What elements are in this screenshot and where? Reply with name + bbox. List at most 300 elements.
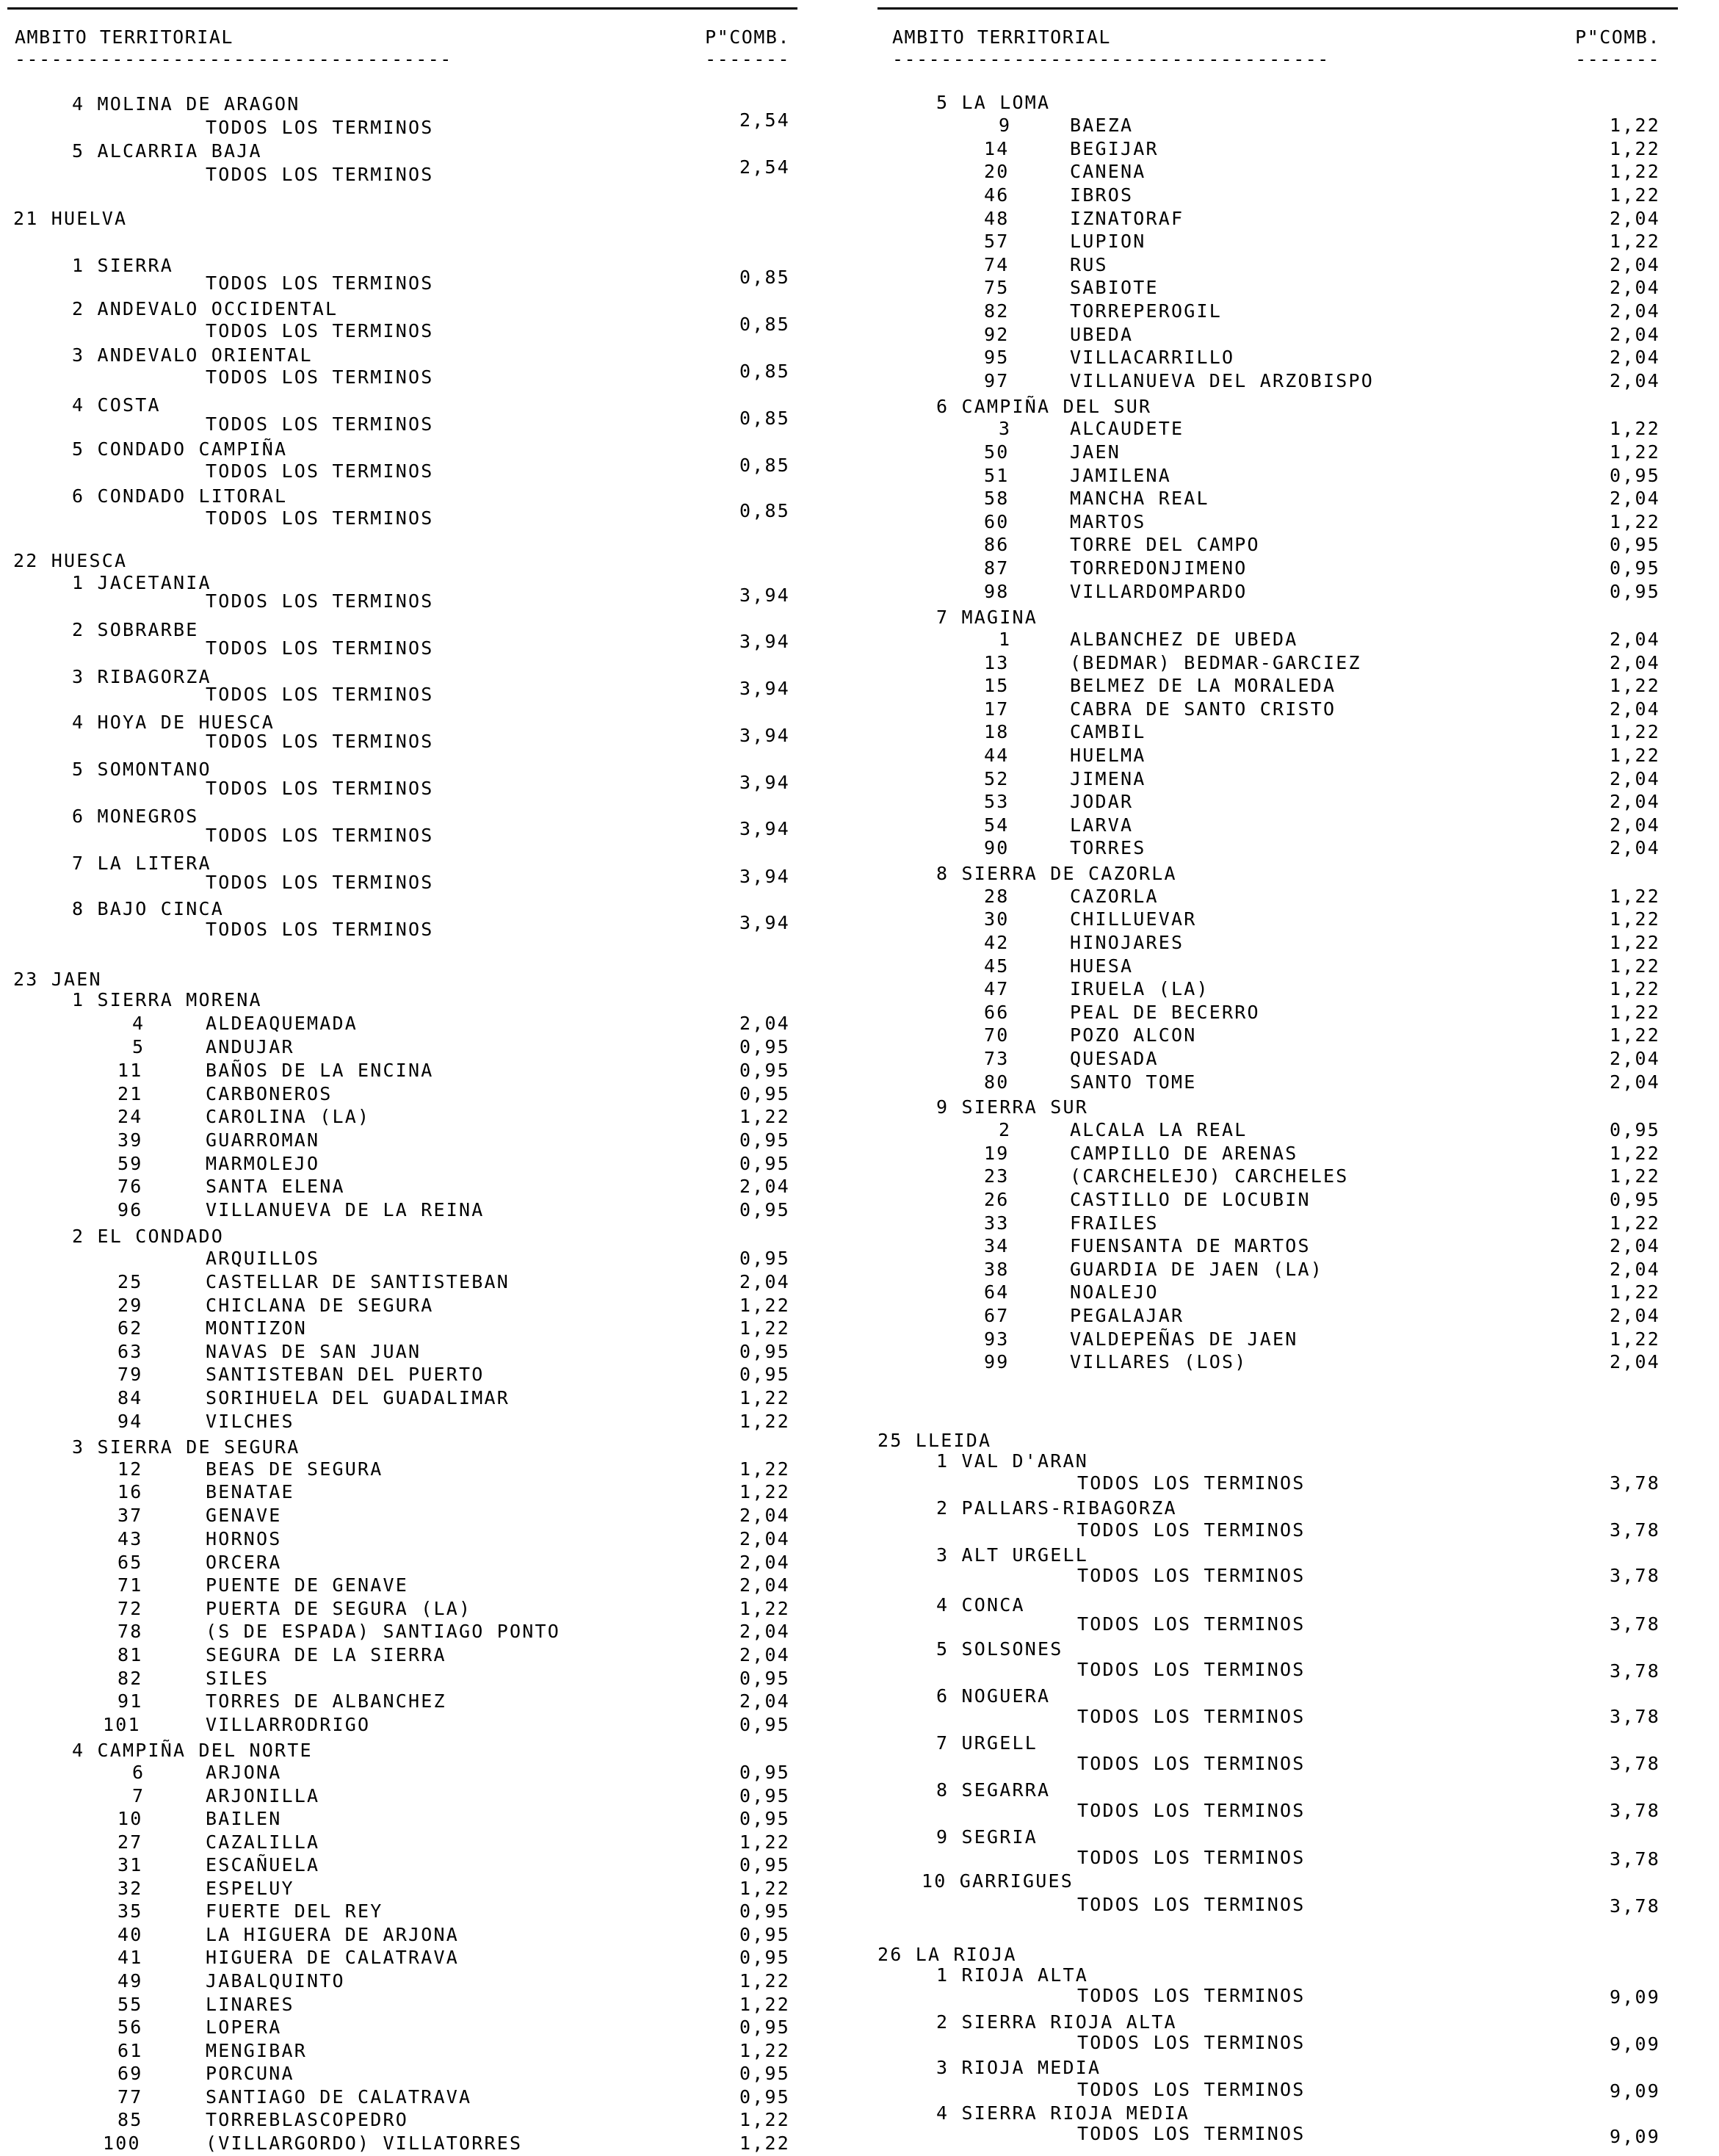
ambito-header: AMBITO TERRITORIAL bbox=[892, 26, 1111, 48]
municipality-code: 63 bbox=[117, 1341, 143, 1362]
municipality-name: SEGURA DE LA SIERRA bbox=[206, 1644, 446, 1665]
municipality-code: 39 bbox=[117, 1129, 143, 1151]
municipality-code: 5 bbox=[132, 1036, 145, 1057]
pcomb-value-row bbox=[0, 1574, 808, 1597]
territory-label: TODOS LOS TERMINOS bbox=[1077, 2032, 1306, 2053]
pcomb-value-row bbox=[877, 1350, 1678, 1374]
pcomb-value-row bbox=[877, 160, 1678, 184]
pcomb-value: 3,94 bbox=[739, 585, 790, 606]
pcomb-value: 3,78 bbox=[1609, 1660, 1660, 1682]
municipality-code: 43 bbox=[117, 1528, 143, 1549]
pcomb-value-row bbox=[877, 1304, 1678, 1328]
territory-label: 8 BAJO CINCA bbox=[72, 898, 225, 919]
pcomb-value-row bbox=[877, 1752, 1678, 1776]
municipality-code: 97 bbox=[984, 370, 1010, 391]
pcomb-value: 2,04 bbox=[739, 1552, 790, 1573]
pcomb-value-row bbox=[877, 698, 1678, 721]
municipality-code: 76 bbox=[117, 1176, 143, 1197]
municipality-name: CAMBIL bbox=[1070, 721, 1146, 742]
municipality-code: 78 bbox=[117, 1621, 143, 1642]
municipality-code: 101 bbox=[103, 1714, 141, 1735]
pcomb-value: 0,95 bbox=[739, 1129, 790, 1151]
pcomb-value: 2,04 bbox=[1609, 1235, 1660, 1256]
pcomb-value: 3,78 bbox=[1609, 1848, 1660, 1870]
pcomb-value-row bbox=[877, 744, 1678, 767]
pcomb-value-row bbox=[0, 266, 808, 289]
territory-label: TODOS LOS TERMINOS bbox=[206, 366, 434, 388]
pcomb-value-row bbox=[0, 584, 808, 607]
pcomb-value: 0,85 bbox=[739, 408, 790, 429]
pcomb-value: 0,95 bbox=[1609, 534, 1660, 555]
pcomb-value-row bbox=[0, 499, 808, 523]
territory-label: TODOS LOS TERMINOS bbox=[206, 825, 434, 846]
pcomb-value: 0,95 bbox=[739, 1036, 790, 1057]
pcomb-value: 1,22 bbox=[1609, 955, 1660, 977]
pcomb-value: 1,22 bbox=[1609, 184, 1660, 206]
municipality-code: 73 bbox=[984, 1048, 1010, 1069]
pcomb-value: 0,95 bbox=[739, 1785, 790, 1806]
pcomb-value-row bbox=[0, 2086, 808, 2109]
territory-label: 5 SOLSONES bbox=[936, 1638, 1063, 1660]
pcomb-value-row bbox=[877, 1071, 1678, 1094]
pcomb-value: 2,04 bbox=[1609, 768, 1660, 789]
table-row bbox=[877, 2056, 1678, 2080]
municipality-name: TORREBLASCOPEDRO bbox=[206, 2109, 409, 2130]
territory-label: TODOS LOS TERMINOS bbox=[1077, 1706, 1306, 1727]
municipality-name: VALDEPEÑAS DE JAEN bbox=[1070, 1328, 1298, 1350]
municipality-code: 50 bbox=[984, 441, 1010, 463]
territory-label: 6 MONEGROS bbox=[72, 806, 199, 827]
pcomb-value: 1,22 bbox=[1609, 511, 1660, 532]
pcomb-value: 2,04 bbox=[1609, 1351, 1660, 1372]
pcomb-value: 1,22 bbox=[1609, 115, 1660, 136]
pcomb-value: 2,04 bbox=[739, 1176, 790, 1197]
pcomb-value-row bbox=[0, 677, 808, 701]
municipality-name: LOPERA bbox=[206, 2016, 282, 2038]
pcomb-value-row bbox=[0, 771, 808, 795]
pcomb-value-row bbox=[0, 1853, 808, 1877]
pcomb-value-row bbox=[0, 1807, 808, 1831]
municipality-code: 96 bbox=[117, 1199, 143, 1220]
municipality-code: 31 bbox=[117, 1854, 143, 1875]
pcomb-value-row bbox=[877, 417, 1678, 441]
pcomb-underline: ------- bbox=[1575, 48, 1660, 70]
table-row bbox=[0, 1225, 808, 1248]
pcomb-value-row bbox=[877, 674, 1678, 698]
pcomb-value: 2,04 bbox=[739, 1528, 790, 1549]
territory-label: 3 ALT URGELL bbox=[936, 1544, 1089, 1566]
municipality-code: 32 bbox=[117, 1878, 143, 1899]
territory-label: 8 SEGARRA bbox=[936, 1779, 1051, 1801]
pcomb-value: 1,22 bbox=[739, 1458, 790, 1480]
pcomb-value-row bbox=[0, 1458, 808, 1481]
pcomb-value: 1,22 bbox=[739, 1295, 790, 1316]
municipality-code: 71 bbox=[117, 1574, 143, 1596]
municipality-code: 82 bbox=[984, 300, 1010, 322]
pcomb-value-row bbox=[0, 360, 808, 383]
pcomb-value-row bbox=[877, 931, 1678, 955]
pcomb-value-row bbox=[0, 2132, 808, 2155]
municipality-code: 93 bbox=[984, 1328, 1010, 1350]
municipality-code: 16 bbox=[117, 1481, 143, 1502]
municipality-name: TORRES DE ALBANCHEZ bbox=[206, 1690, 446, 1712]
municipality-name: LARVA bbox=[1070, 814, 1134, 836]
pcomb-value: 3,78 bbox=[1609, 1706, 1660, 1727]
municipality-name: MARTOS bbox=[1070, 511, 1146, 532]
pcomb-value: 1,22 bbox=[1609, 418, 1660, 439]
municipality-code: 75 bbox=[984, 277, 1010, 298]
territory-label: TODOS LOS TERMINOS bbox=[1077, 2079, 1306, 2100]
municipality-name: ALBANCHEZ DE UBEDA bbox=[1070, 629, 1298, 650]
territory-label: 2 ANDEVALO OCCIDENTAL bbox=[72, 298, 339, 319]
pcomb-value: 1,22 bbox=[1609, 675, 1660, 696]
municipality-code: 51 bbox=[984, 465, 1010, 486]
territory-label: 3 RIOJA MEDIA bbox=[936, 2057, 1101, 2078]
municipality-code: 47 bbox=[984, 978, 1010, 999]
ambito-underline: ------------------------------------ bbox=[15, 48, 452, 70]
municipality-code: 29 bbox=[117, 1295, 143, 1316]
municipality-code: 53 bbox=[984, 791, 1010, 812]
pcomb-value: 1,22 bbox=[1609, 1165, 1660, 1187]
pcomb-value: 2,04 bbox=[1609, 698, 1660, 720]
territory-label: 9 SEGRIA bbox=[936, 1826, 1038, 1848]
municipality-name: BELMEZ DE LA MORALEDA bbox=[1070, 675, 1336, 696]
pcomb-value: 2,04 bbox=[1609, 300, 1660, 322]
territory-label: 6 CONDADO LITORAL bbox=[72, 485, 288, 507]
municipality-code: 54 bbox=[984, 814, 1010, 836]
municipality-code: 20 bbox=[984, 161, 1010, 182]
municipality-code: 17 bbox=[984, 698, 1010, 720]
territory-label: TODOS LOS TERMINOS bbox=[206, 164, 434, 185]
territory-label: 5 LA LOMA bbox=[936, 92, 1051, 113]
pcomb-value: 3,78 bbox=[1609, 1753, 1660, 1774]
pcomb-value-row bbox=[0, 156, 808, 179]
pcomb-value-row bbox=[877, 2125, 1678, 2149]
pcomb-header: P"COMB. bbox=[1575, 26, 1660, 48]
pcomb-value: 3,94 bbox=[739, 678, 790, 699]
territory-label: 7 LA LITERA bbox=[72, 853, 211, 874]
territory-label: 3 ANDEVALO ORIENTAL bbox=[72, 344, 313, 366]
pcomb-value: 0,85 bbox=[739, 314, 790, 335]
pcomb-value-row bbox=[877, 628, 1678, 651]
municipality-name: GENAVE bbox=[206, 1505, 282, 1526]
pcomb-value: 3,78 bbox=[1609, 1800, 1660, 1821]
municipality-name: MARMOLEJO bbox=[206, 1153, 320, 1174]
municipality-code: 21 bbox=[117, 1083, 143, 1104]
pcomb-value: 1,22 bbox=[739, 1598, 790, 1619]
municipality-code: 95 bbox=[984, 347, 1010, 368]
pcomb-value: 1,22 bbox=[739, 2109, 790, 2130]
municipality-code: 10 bbox=[117, 1808, 143, 1829]
territory-label: TODOS LOS TERMINOS bbox=[1077, 1847, 1306, 1868]
municipality-name: LUPION bbox=[1070, 231, 1146, 252]
pcomb-value-row bbox=[877, 137, 1678, 161]
municipality-name: PEAL DE BECERRO bbox=[1070, 1002, 1260, 1023]
pcomb-value: 0,95 bbox=[1609, 465, 1660, 486]
pcomb-value-row bbox=[877, 1660, 1678, 1683]
municipality-code: 55 bbox=[117, 1994, 143, 2015]
pcomb-value-row bbox=[877, 1258, 1678, 1281]
municipality-name: (VILLARGORDO) VILLATORRES bbox=[206, 2133, 523, 2154]
territory-label: TODOS LOS TERMINOS bbox=[1077, 1659, 1306, 1680]
pcomb-value-row bbox=[0, 1504, 808, 1527]
municipality-code: 100 bbox=[103, 2133, 141, 2154]
municipality-code: 56 bbox=[117, 2016, 143, 2038]
pcomb-value: 3,94 bbox=[739, 725, 790, 746]
territory-label: 10 GARRIGUES bbox=[922, 1870, 1074, 1892]
municipality-name: SILES bbox=[206, 1668, 269, 1689]
municipality-name: TORRE DEL CAMPO bbox=[1070, 534, 1260, 555]
pcomb-value-row bbox=[877, 1047, 1678, 1071]
municipality-name: HIGUERA DE CALATRAVA bbox=[206, 1947, 460, 1968]
pcomb-value-row bbox=[877, 1519, 1678, 1542]
pcomb-value: 1,22 bbox=[739, 1831, 790, 1853]
municipality-code: 35 bbox=[117, 1900, 143, 1922]
pcomb-value-row bbox=[877, 323, 1678, 347]
pcomb-value-row bbox=[0, 1363, 808, 1386]
pcomb-value-row bbox=[0, 1247, 808, 1270]
municipality-name: BAÑOS DE LA ENCINA bbox=[206, 1060, 434, 1081]
pcomb-value: 3,94 bbox=[739, 631, 790, 652]
pcomb-value-row bbox=[0, 1386, 808, 1410]
left-column bbox=[0, 0, 808, 2156]
municipality-code: 38 bbox=[984, 1259, 1010, 1280]
table-row bbox=[0, 1739, 808, 1762]
pcomb-value-row bbox=[0, 1175, 808, 1198]
municipality-code: 14 bbox=[984, 138, 1010, 159]
territory-label: TODOS LOS TERMINOS bbox=[206, 272, 434, 294]
pcomb-value: 0,95 bbox=[739, 2063, 790, 2084]
pcomb-value-row bbox=[0, 724, 808, 748]
municipality-name: ANDUJAR bbox=[206, 1036, 294, 1057]
pcomb-value-row bbox=[0, 1761, 808, 1784]
municipality-code: 61 bbox=[117, 2040, 143, 2061]
municipality-name: SANTA ELENA bbox=[206, 1176, 345, 1197]
municipality-code: 49 bbox=[117, 1970, 143, 1992]
municipality-code: 99 bbox=[984, 1351, 1010, 1372]
territory-label: TODOS LOS TERMINOS bbox=[206, 413, 434, 435]
municipality-code: 25 bbox=[117, 1271, 143, 1292]
municipality-name: TORRES bbox=[1070, 837, 1146, 858]
territory-label: 1 RIOJA ALTA bbox=[936, 1964, 1089, 1986]
municipality-name: FRAILES bbox=[1070, 1212, 1159, 1234]
pcomb-value: 9,09 bbox=[1609, 2033, 1660, 2055]
municipality-code: 27 bbox=[117, 1831, 143, 1853]
pcomb-value-row bbox=[877, 908, 1678, 931]
municipality-name: BAILEN bbox=[206, 1808, 282, 1829]
pcomb-value-row bbox=[0, 911, 808, 935]
pcomb-value: 0,85 bbox=[739, 267, 790, 288]
territory-label: 7 MAGINA bbox=[936, 607, 1038, 628]
territory-label: 4 HOYA DE HUESCA bbox=[72, 712, 275, 733]
municipality-name: ALCAUDETE bbox=[1070, 418, 1184, 439]
municipality-name: IRUELA (LA) bbox=[1070, 978, 1209, 999]
pcomb-value: 1,22 bbox=[1609, 1002, 1660, 1023]
pcomb-value-row bbox=[877, 1001, 1678, 1024]
municipality-name: BEAS DE SEGURA bbox=[206, 1458, 383, 1480]
pcomb-value-row bbox=[0, 1667, 808, 1690]
pcomb-value-row bbox=[0, 313, 808, 336]
territory-label: TODOS LOS TERMINOS bbox=[206, 872, 434, 893]
municipality-name: UBEDA bbox=[1070, 324, 1134, 345]
pcomb-value-row bbox=[877, 1188, 1678, 1212]
municipality-code: 79 bbox=[117, 1364, 143, 1385]
pcomb-value: 3,78 bbox=[1609, 1613, 1660, 1635]
pcomb-value: 2,04 bbox=[739, 1271, 790, 1292]
municipality-name: CAMPILLO DE ARENAS bbox=[1070, 1143, 1298, 1164]
pcomb-value-row bbox=[0, 1969, 808, 1993]
pcomb-value: 1,22 bbox=[1609, 1143, 1660, 1164]
municipality-code: 40 bbox=[117, 1924, 143, 1945]
pcomb-value-row bbox=[0, 1551, 808, 1574]
pcomb-value: 1,22 bbox=[1609, 1212, 1660, 1234]
municipality-name: MANCHA REAL bbox=[1070, 488, 1209, 509]
municipality-code: 92 bbox=[984, 324, 1010, 345]
municipality-code: 57 bbox=[984, 231, 1010, 252]
pcomb-value: 1,22 bbox=[739, 1970, 790, 1992]
municipality-name: QUESADA bbox=[1070, 1048, 1159, 1069]
municipality-name: HORNOS bbox=[206, 1528, 282, 1549]
territory-label: 2 SOBRARBE bbox=[72, 619, 199, 640]
municipality-code: 34 bbox=[984, 1235, 1010, 1256]
municipality-name: CABRA DE SANTO CRISTO bbox=[1070, 698, 1336, 720]
pcomb-value: 1,22 bbox=[739, 1481, 790, 1502]
pcomb-value-row bbox=[0, 1597, 808, 1621]
pcomb-value: 2,04 bbox=[739, 1574, 790, 1596]
pcomb-value: 2,04 bbox=[1609, 277, 1660, 298]
territory-label: TODOS LOS TERMINOS bbox=[206, 684, 434, 705]
pcomb-value: 2,04 bbox=[1609, 814, 1660, 836]
pcomb-value: 2,04 bbox=[1609, 1048, 1660, 1069]
municipality-name: PEGALAJAR bbox=[1070, 1305, 1184, 1326]
municipality-code: 77 bbox=[117, 2086, 143, 2108]
territory-label: 25 LLEIDA bbox=[877, 1430, 992, 1451]
pcomb-value-row bbox=[0, 1152, 808, 1176]
municipality-code: 23 bbox=[984, 1165, 1010, 1187]
pcomb-value: 0,95 bbox=[739, 1341, 790, 1362]
pcomb-value: 1,22 bbox=[1609, 978, 1660, 999]
pcomb-value: 2,04 bbox=[1609, 370, 1660, 391]
pcomb-value: 2,04 bbox=[739, 1013, 790, 1034]
pcomb-value: 0,95 bbox=[739, 1060, 790, 1081]
pcomb-value: 3,78 bbox=[1609, 1565, 1660, 1586]
municipality-name: SANTIAGO DE CALATRAVA bbox=[206, 2086, 472, 2108]
pcomb-value-row bbox=[877, 184, 1678, 207]
municipality-code: 12 bbox=[117, 1458, 143, 1480]
pcomb-value: 2,54 bbox=[739, 156, 790, 178]
territory-label: 5 ALCARRIA BAJA bbox=[72, 140, 262, 162]
municipality-name: VILCHES bbox=[206, 1411, 294, 1432]
table-row bbox=[877, 1450, 1678, 1473]
municipality-name: VILLANUEVA DE LA REINA bbox=[206, 1199, 485, 1220]
municipality-name: PUERTA DE SEGURA (LA) bbox=[206, 1598, 472, 1619]
municipality-name: SABIOTE bbox=[1070, 277, 1159, 298]
pcomb-value: 2,04 bbox=[1609, 791, 1660, 812]
municipality-name: MONTIZON bbox=[206, 1317, 308, 1339]
pcomb-value-row bbox=[877, 2033, 1678, 2056]
pcomb-value-row bbox=[877, 977, 1678, 1001]
territory-label: TODOS LOS TERMINOS bbox=[206, 637, 434, 659]
municipality-code: 67 bbox=[984, 1305, 1010, 1326]
pcomb-value: 1,22 bbox=[1609, 745, 1660, 766]
pcomb-value: 0,95 bbox=[739, 1083, 790, 1104]
pcomb-value-row bbox=[0, 1340, 808, 1364]
pcomb-value-row bbox=[877, 790, 1678, 814]
pcomb-value-row bbox=[877, 1564, 1678, 1588]
municipality-code: 59 bbox=[117, 1153, 143, 1174]
municipality-name: ESCAÑUELA bbox=[206, 1854, 320, 1875]
municipality-name: JABALQUINTO bbox=[206, 1970, 345, 1992]
municipality-code: 15 bbox=[984, 675, 1010, 696]
municipality-name: CARBONEROS bbox=[206, 1083, 333, 1104]
municipality-code: 86 bbox=[984, 534, 1010, 555]
municipality-name: VILLACARRILLO bbox=[1070, 347, 1235, 368]
municipality-name: LA HIGUERA DE ARJONA bbox=[206, 1924, 460, 1945]
pcomb-value-row bbox=[0, 1690, 808, 1713]
pcomb-value-row bbox=[0, 1317, 808, 1340]
table-row bbox=[0, 207, 808, 231]
top-rule bbox=[7, 7, 797, 10]
municipality-name: LINARES bbox=[206, 1994, 294, 2015]
pcomb-value-row bbox=[0, 1831, 808, 1854]
pcomb-value-row bbox=[877, 1986, 1678, 2009]
municipality-name: CANENA bbox=[1070, 161, 1146, 182]
territory-label: 5 CONDADO CAMPIÑA bbox=[72, 438, 288, 460]
pcomb-value-row bbox=[877, 955, 1678, 978]
municipality-name: (BEDMAR) BEDMAR-GARCIEZ bbox=[1070, 652, 1361, 673]
municipality-code: 30 bbox=[984, 908, 1010, 930]
pcomb-value: 0,95 bbox=[739, 1364, 790, 1385]
territory-label: TODOS LOS TERMINOS bbox=[206, 460, 434, 482]
municipality-name: VILLARRODRIGO bbox=[206, 1714, 371, 1735]
municipality-code: 58 bbox=[984, 488, 1010, 509]
territory-label: TODOS LOS TERMINOS bbox=[1077, 1894, 1306, 1915]
pcomb-value: 2,04 bbox=[739, 1644, 790, 1665]
municipality-name: GUARDIA DE JAEN (LA) bbox=[1070, 1259, 1324, 1280]
territory-label: 1 SIERRA MORENA bbox=[72, 989, 262, 1010]
territory-label: TODOS LOS TERMINOS bbox=[1077, 1519, 1306, 1541]
municipality-name: VILLANUEVA DEL ARZOBISPO bbox=[1070, 370, 1375, 391]
municipality-code: 1 bbox=[999, 629, 1012, 650]
municipality-name: NOALEJO bbox=[1070, 1281, 1159, 1303]
municipality-code: 37 bbox=[117, 1505, 143, 1526]
pcomb-value-row bbox=[0, 2108, 808, 2132]
pcomb-value: 9,09 bbox=[1609, 2126, 1660, 2147]
municipality-code: 60 bbox=[984, 511, 1010, 532]
pcomb-value-row bbox=[877, 207, 1678, 231]
pcomb-value: 9,09 bbox=[1609, 2080, 1660, 2102]
municipality-code: 64 bbox=[984, 1281, 1010, 1303]
territory-label: TODOS LOS TERMINOS bbox=[206, 590, 434, 612]
municipality-name: ARQUILLOS bbox=[206, 1248, 320, 1269]
territory-label: TODOS LOS TERMINOS bbox=[1077, 1800, 1306, 1821]
municipality-code: 18 bbox=[984, 721, 1010, 742]
pcomb-value: 1,22 bbox=[739, 1878, 790, 1899]
municipality-name: CASTELLAR DE SANTISTEBAN bbox=[206, 1271, 510, 1292]
municipality-name: ARJONA bbox=[206, 1762, 282, 1783]
pcomb-value: 1,22 bbox=[739, 1387, 790, 1408]
pcomb-value-row bbox=[0, 1012, 808, 1035]
municipality-code: 7 bbox=[132, 1785, 145, 1806]
ambito-header: AMBITO TERRITORIAL bbox=[15, 26, 234, 48]
right-column bbox=[877, 0, 1678, 2156]
pcomb-value-row bbox=[877, 276, 1678, 300]
table-row bbox=[0, 988, 808, 1012]
pcomb-value: 9,09 bbox=[1609, 1986, 1660, 2008]
pcomb-value: 2,04 bbox=[1609, 208, 1660, 229]
pcomb-value: 2,04 bbox=[739, 1505, 790, 1526]
territory-label: 3 SIERRA DE SEGURA bbox=[72, 1436, 300, 1458]
